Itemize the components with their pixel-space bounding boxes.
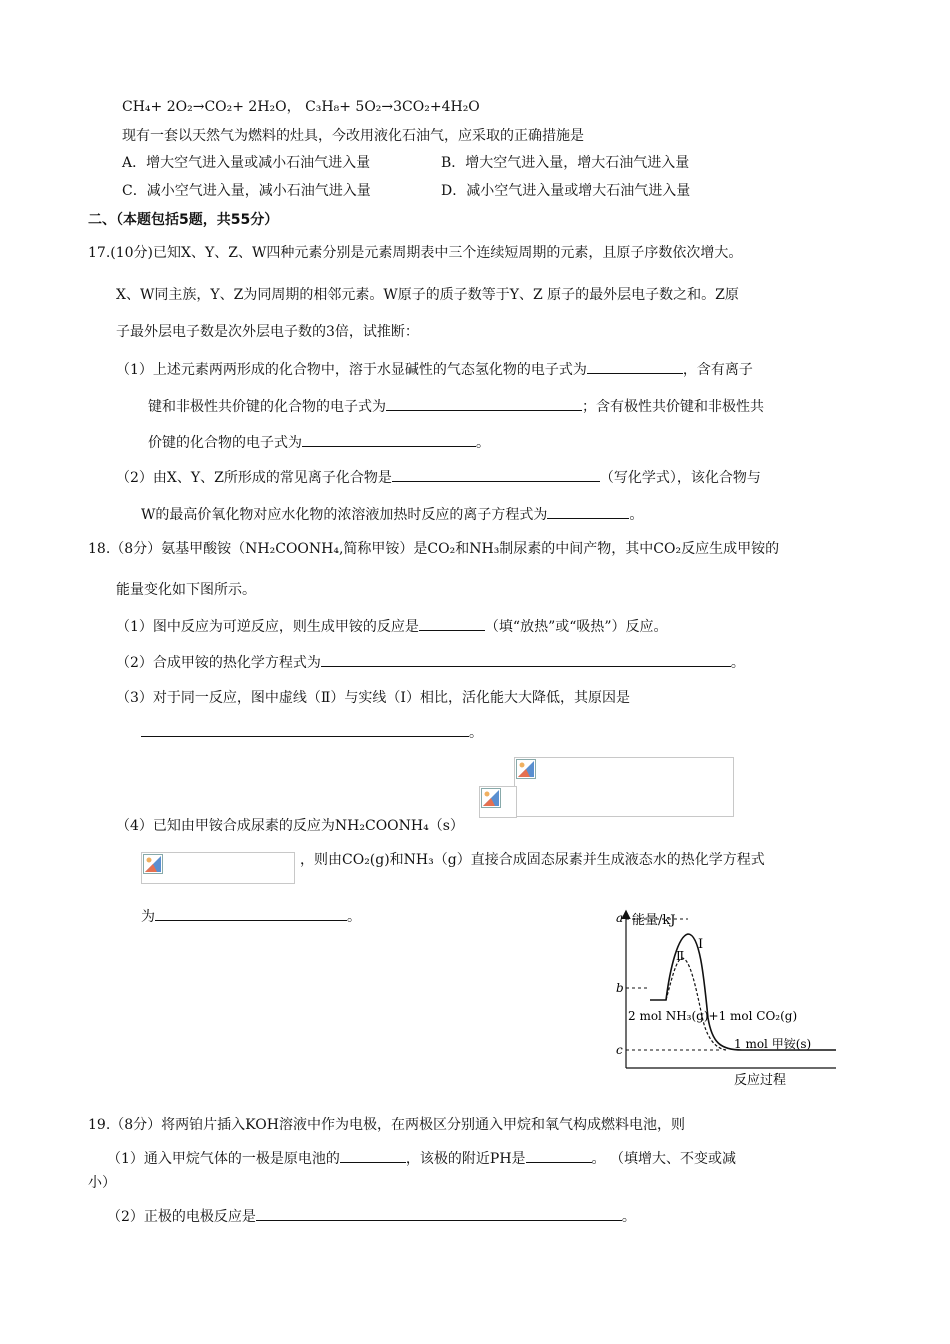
q18-part3-text-tail: 。: [469, 725, 483, 741]
q19-part1-text: （1）通入甲烷气体的一极是原电池的: [107, 1151, 340, 1167]
q17-part2-text-tail: 。: [629, 507, 644, 523]
q17-part1-line3: [148, 432, 490, 453]
q17-part2-text-tail: （写化学式），该化合物与: [599, 470, 761, 486]
section-heading: 二、（本题包括5题，共55分）: [88, 212, 279, 228]
curve-I-label: Ⅰ: [698, 937, 704, 952]
answer-blank[interactable]: [386, 396, 582, 411]
option-c: C．减小空气进入量，减小石油气进入量: [122, 183, 371, 199]
q18-stem-line2: 能量变化如下图所示。: [116, 582, 256, 598]
answer-blank[interactable]: [256, 1206, 622, 1221]
q17-stem-line3: 子最外层电子数是次外层电子数的3倍，试推断：: [116, 324, 419, 340]
answer-blank[interactable]: [321, 652, 731, 667]
y-axis-label: 能量/kJ: [632, 913, 676, 928]
q19-part1-text-tail: 。 （填增大、不变或减: [591, 1151, 736, 1167]
q17-part2-line2: [141, 504, 643, 525]
tick-label-b: b: [616, 981, 624, 995]
option-a: A．增大空气进入量或减小石油气进入量: [122, 155, 371, 171]
image-placeholder: [514, 757, 734, 817]
reactant-label: 2 mol NH₃(g)+1 mol CO₂(g): [628, 1009, 798, 1023]
q17-part1-line2: [148, 396, 764, 417]
product-label: 1 mol 甲铵(s): [734, 1037, 812, 1051]
answer-blank[interactable]: [141, 722, 469, 737]
answer-blank[interactable]: [419, 616, 485, 631]
question-stem: 现有一套以天然气为燃料的灶具，今改用液化石油气，应采取的正确措施是: [122, 128, 584, 144]
q19-part1: [107, 1148, 736, 1169]
q17-part1-text: 键和非极性共价键的化合物的电子式为: [148, 399, 386, 415]
answer-blank[interactable]: [155, 906, 347, 921]
curve-II-label: Ⅱ: [676, 949, 685, 963]
q17-stem-line1: 17.(10分)已知X、Y、Z、W四种元素分别是元素周期表中三个连续短周期的元素，且原子序数依次增大。: [88, 245, 743, 261]
q18-part3: （3）对于同一反应，图中虚线（Ⅱ）与实线（Ⅰ）相比，活化能大大降低，其原因是: [116, 690, 630, 706]
q17-part2-text: （2）由X、Y、Z所形成的常见离子化合物是: [116, 470, 392, 486]
q19-part2-text: （2）正极的电极反应是: [107, 1209, 256, 1225]
option-b: B．增大空气进入量，增大石油气进入量: [441, 155, 690, 171]
q17-part2-line1: [116, 467, 761, 488]
q17-part2-text: W的最高价氧化物对应水化物的浓溶液加热时反应的离子方程式为: [141, 507, 548, 523]
q17-part1-text-tail: 。: [476, 435, 490, 451]
q18-part1-text: （1）图中反应为可逆反应，则生成甲铵的反应是: [116, 619, 419, 635]
tick-label-c: c: [616, 1043, 623, 1057]
q17-part1-text: 价键的化合物的电子式为: [148, 435, 302, 451]
energy-diagram: [610, 908, 850, 1090]
q18-part4-text-tail: 。: [347, 909, 361, 925]
q19-part2: [107, 1206, 636, 1227]
q17-part1-text-tail: ，含有离子: [682, 362, 753, 378]
curve-II: [666, 958, 726, 1050]
broken-image-icon: [516, 759, 536, 779]
q17-part1-line1: [116, 359, 753, 380]
q18-part2-text-tail: 。: [730, 655, 745, 671]
q19-part1-wrap: 小）: [88, 1175, 116, 1191]
q18-part4-text: 为: [141, 909, 155, 925]
answer-blank[interactable]: [392, 467, 600, 482]
q19-stem: 19.（8分）将两铂片插入KOH溶液中作为电极，在两极区分别通入甲烷和氧气构成燃料电池，则: [88, 1117, 685, 1133]
q18-stem-line1: 18.（8分）氨基甲酸铵（NH₂COONH₄,简称甲铵）是CO₂和NH₃制尿素的中间产物，其中CO₂反应生成甲铵的: [88, 541, 780, 557]
answer-blank[interactable]: [526, 1148, 592, 1163]
answer-blank[interactable]: [547, 504, 629, 519]
q19-part2-text-tail: 。: [621, 1209, 636, 1225]
q18-part3-answer: [141, 722, 483, 743]
tick-label-a: a: [616, 911, 624, 925]
q19-part1-text-mid: ，该极的附近PH是: [405, 1151, 526, 1167]
q17-part1-text: （1）上述元素两两形成的化合物中，溶于水显碱性的气态氢化物的电子式为: [116, 362, 587, 378]
q18-part2-text: （2）合成甲铵的热化学方程式为: [116, 655, 321, 671]
answer-blank[interactable]: [340, 1148, 406, 1163]
q18-part4-line2: ，则由CO₂(g)和NH₃（g）直接合成固态尿素并生成液态水的热化学方程式: [300, 852, 765, 868]
q18-part2: [116, 652, 745, 673]
q17-stem-line2: X、W同主族，Y、Z为同周期的相邻元素。W原子的质子数等于Y、Z 原子的最外层电子数之和。Z原: [116, 287, 739, 303]
q18-part1: [116, 616, 668, 637]
image-placeholder: [141, 852, 295, 884]
x-axis-label: 反应过程: [734, 1073, 787, 1088]
q18-part4-line3: [141, 906, 361, 927]
answer-blank[interactable]: [302, 432, 476, 447]
option-d: D．减小空气进入量或增大石油气进入量: [441, 183, 691, 199]
q18-part4-line1: （4）已知由甲铵合成尿素的反应为NH₂COONH₄（s）: [116, 818, 464, 834]
broken-image-icon: [143, 854, 163, 874]
answer-blank[interactable]: [587, 359, 683, 374]
broken-image-icon: [481, 788, 501, 808]
q17-part1-text-tail: ；含有极性共价键和非极性共: [582, 399, 764, 415]
formula-line: CH₄+ 2O₂→CO₂+ 2H₂O， C₃H₈+ 5O₂→3CO₂+4H₂O: [122, 99, 480, 115]
q18-part1-text-tail: （填“放热”或“吸热”）反应。: [484, 619, 668, 635]
